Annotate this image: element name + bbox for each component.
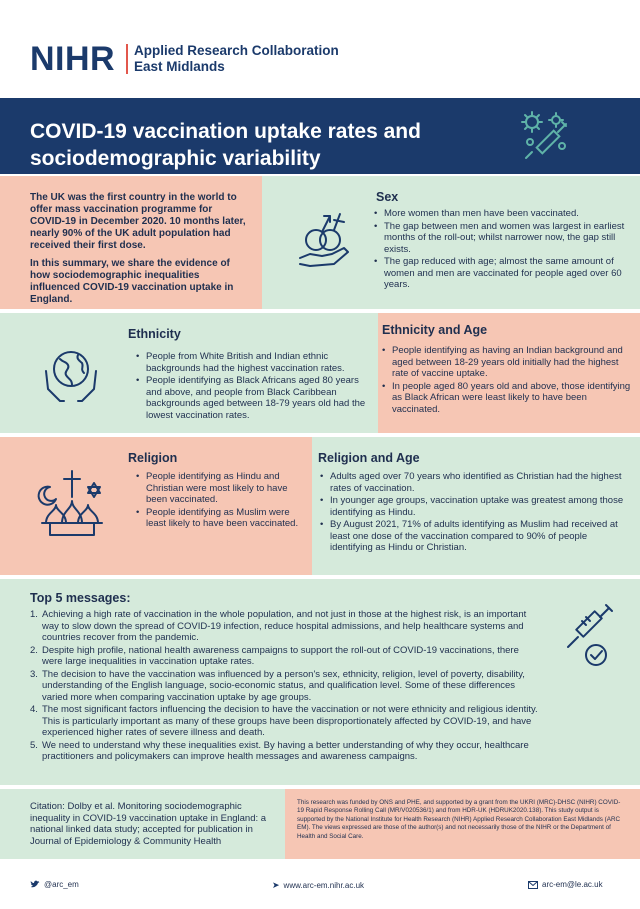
footer-email[interactable] [528,880,603,889]
citation-panel [0,789,285,859]
syringe-check-icon [562,601,618,673]
top5-list [30,609,540,764]
religion-panel [0,437,312,575]
logo-divider [126,44,128,74]
org-name [134,43,339,75]
list-item: • In younger age groups, vaccination uptake was greatest among those identifying as Hindu. [320,495,632,518]
list-item-text: The decision to have the vaccination was influenced by a person's sex, ethnicity, religion, level of poverty, disability, understanding of the English language, socio-economic status, and qualification level. Some of these differences varied more when comparing vaccination uptake by age groups. [42,668,525,703]
footer-twitter[interactable] [30,880,79,889]
list-item: • People identifying as having an Indian background and aged between 18-29 years old initially had the highest rate of vaccine uptake. [382,345,632,380]
gender-rings-hand-icon [294,206,354,276]
citation-text: Citation: Dolby et al. Monitoring sociodemographic inequality in COVID-19 vaccination uptake in England: a national linked data study; accepted for publication in Journal of Epidemiology & Community Health [30,801,267,847]
footer-website[interactable] [272,880,364,891]
intro-text [30,192,250,312]
intro-paragraph-2: In this summary, we share the evidence of how sociodemographic inequalities influenced COVID-19 vaccination uptake in England. [30,258,234,305]
list-item-text: Achieving a high rate of vaccination in the whole population, and not just in those at the highest risk, is an important way to slow down the spread of COVID-19 infection, reduce hospital admissions, and help healthcare systems and countries recover from the pandemic. [42,609,527,643]
list-item: • More women than men have been vaccinated. [374,208,632,220]
list-item-text: We need to understand why these inequalities exist. By having a better understanding of why they occur, healthcare practitioners and policymakers can improve health messages and awareness campaigns. [42,739,529,762]
list-item [30,609,540,644]
list-item-text: Despite high profile, national health awareness campaigns to support the roll-out of COVID-19 vaccinations, there were large inequalities in vaccination uptake rates. [42,644,519,667]
page-title-line2: sociodemographic variability [30,147,321,170]
list-item [30,669,540,704]
religion-age-panel [312,437,640,575]
list-item: • People from White British and Indian ethnic backgrounds had the highest vaccination rates. [136,351,370,374]
ethnicity-age-panel [378,313,640,433]
list-item-number: 2. [30,644,38,656]
sex-title: Sex [376,190,399,204]
list-item: • People identifying as Black Africans aged 80 years and above, and people from Black Caribbean backgrounds aged between 18-79 years old had the lowest vaccination rates. [136,375,370,421]
virus-syringe-icon [518,108,570,168]
religious-symbols-icon [36,467,108,543]
cursor-icon: ➤ [272,880,280,890]
email-icon [528,881,538,889]
funding-text: This research was funded by ONS and PHE, and supported by a grant from the UKRI (MRC)-DHSC (NIHR) COVID-19 Rapid Response Rolling Call (MR/V020536/1) and from HDR-UK (HDRUK2020.138). This study output is supported by the National Institute for Health Research (NIHR) Applied Research Collaboration East Midlands (ARC EM). The views expressed are those of the author(s) and not necessarily those of the NIHR or the Department of Health and Social Care. [297,799,621,840]
top5-title: Top 5 messages: [30,591,131,605]
funding-panel [285,789,640,859]
intro-panel [0,176,262,309]
religion-age-title: Religion and Age [318,451,420,465]
header [0,0,640,96]
list-item: • By August 2021, 71% of adults identifying as Muslim had received at least one dose of the vaccination compared to 90% of people identifying as Hindu or Christian. [320,519,632,554]
website-link[interactable]: www.arc-em.nihr.ac.uk [283,881,365,890]
religion-title: Religion [128,451,178,465]
page-title-line1: COVID-19 vaccination uptake rates and [30,120,421,143]
religion-age-bullets [320,471,632,555]
ethnicity-age-title: Ethnicity and Age [382,323,488,337]
ethnicity-age-bullets [382,345,632,416]
list-item [30,740,540,763]
list-item: • People identifying as Hindu and Christian were most likely to have been vaccinated. [136,471,308,506]
intro-paragraph-1: The UK was the first country in the world to offer mass vaccination programme for COVID-19 in December 2020. 10 months later, nearly 90% of the UK adult population had received their first dose. [30,192,246,251]
list-item-number: 5. [30,739,38,751]
email-address[interactable]: arc-em@le.ac.uk [542,880,603,889]
twitter-handle[interactable]: @arc_em [44,880,79,889]
list-item: • The gap reduced with age; almost the same amount of women and men are vaccinated for people aged over 60 years. [374,256,632,291]
top5-panel [0,579,640,785]
ethnicity-title: Ethnicity [128,327,181,341]
sex-bullets [374,208,632,292]
list-item-number: 4. [30,704,38,715]
page-title [30,118,510,172]
list-item: • Adults aged over 70 years who identified as Christian had the highest rates of vaccination. [320,471,632,494]
list-item: • The gap between men and women was largest in earliest months of the roll-out; whilst narrower now, the gap still exists. [374,221,632,256]
list-item: • People identifying as Muslim were least likely to have been vaccinated. [136,507,308,530]
nihr-logo: NIHR [30,40,116,78]
twitter-icon [30,880,40,889]
list-item [30,704,540,739]
ethnicity-bullets [136,351,370,422]
footer [0,862,640,909]
sex-panel [262,176,640,309]
org-name-line2: East Midlands [134,59,225,74]
org-name-line1: Applied Research Collaboration [134,43,339,58]
globe-hands-icon [40,341,102,411]
list-item [30,645,540,668]
list-item-text: The most significant factors influencing the decision to have the vaccination or not were ethnicity and religious identity. This is particularly important as many of these groups have been disproportionately affected by COVID-19, and have experienced higher rates of severe illness and death. [42,704,538,738]
religion-bullets [136,471,308,531]
list-item-number: 3. [30,668,38,680]
ethnicity-panel [0,313,378,433]
list-item: • In people aged 80 years old and above, those identifying as Black African were least likely to have been vaccinated. [382,381,632,416]
list-item-number: 1. [30,609,38,620]
